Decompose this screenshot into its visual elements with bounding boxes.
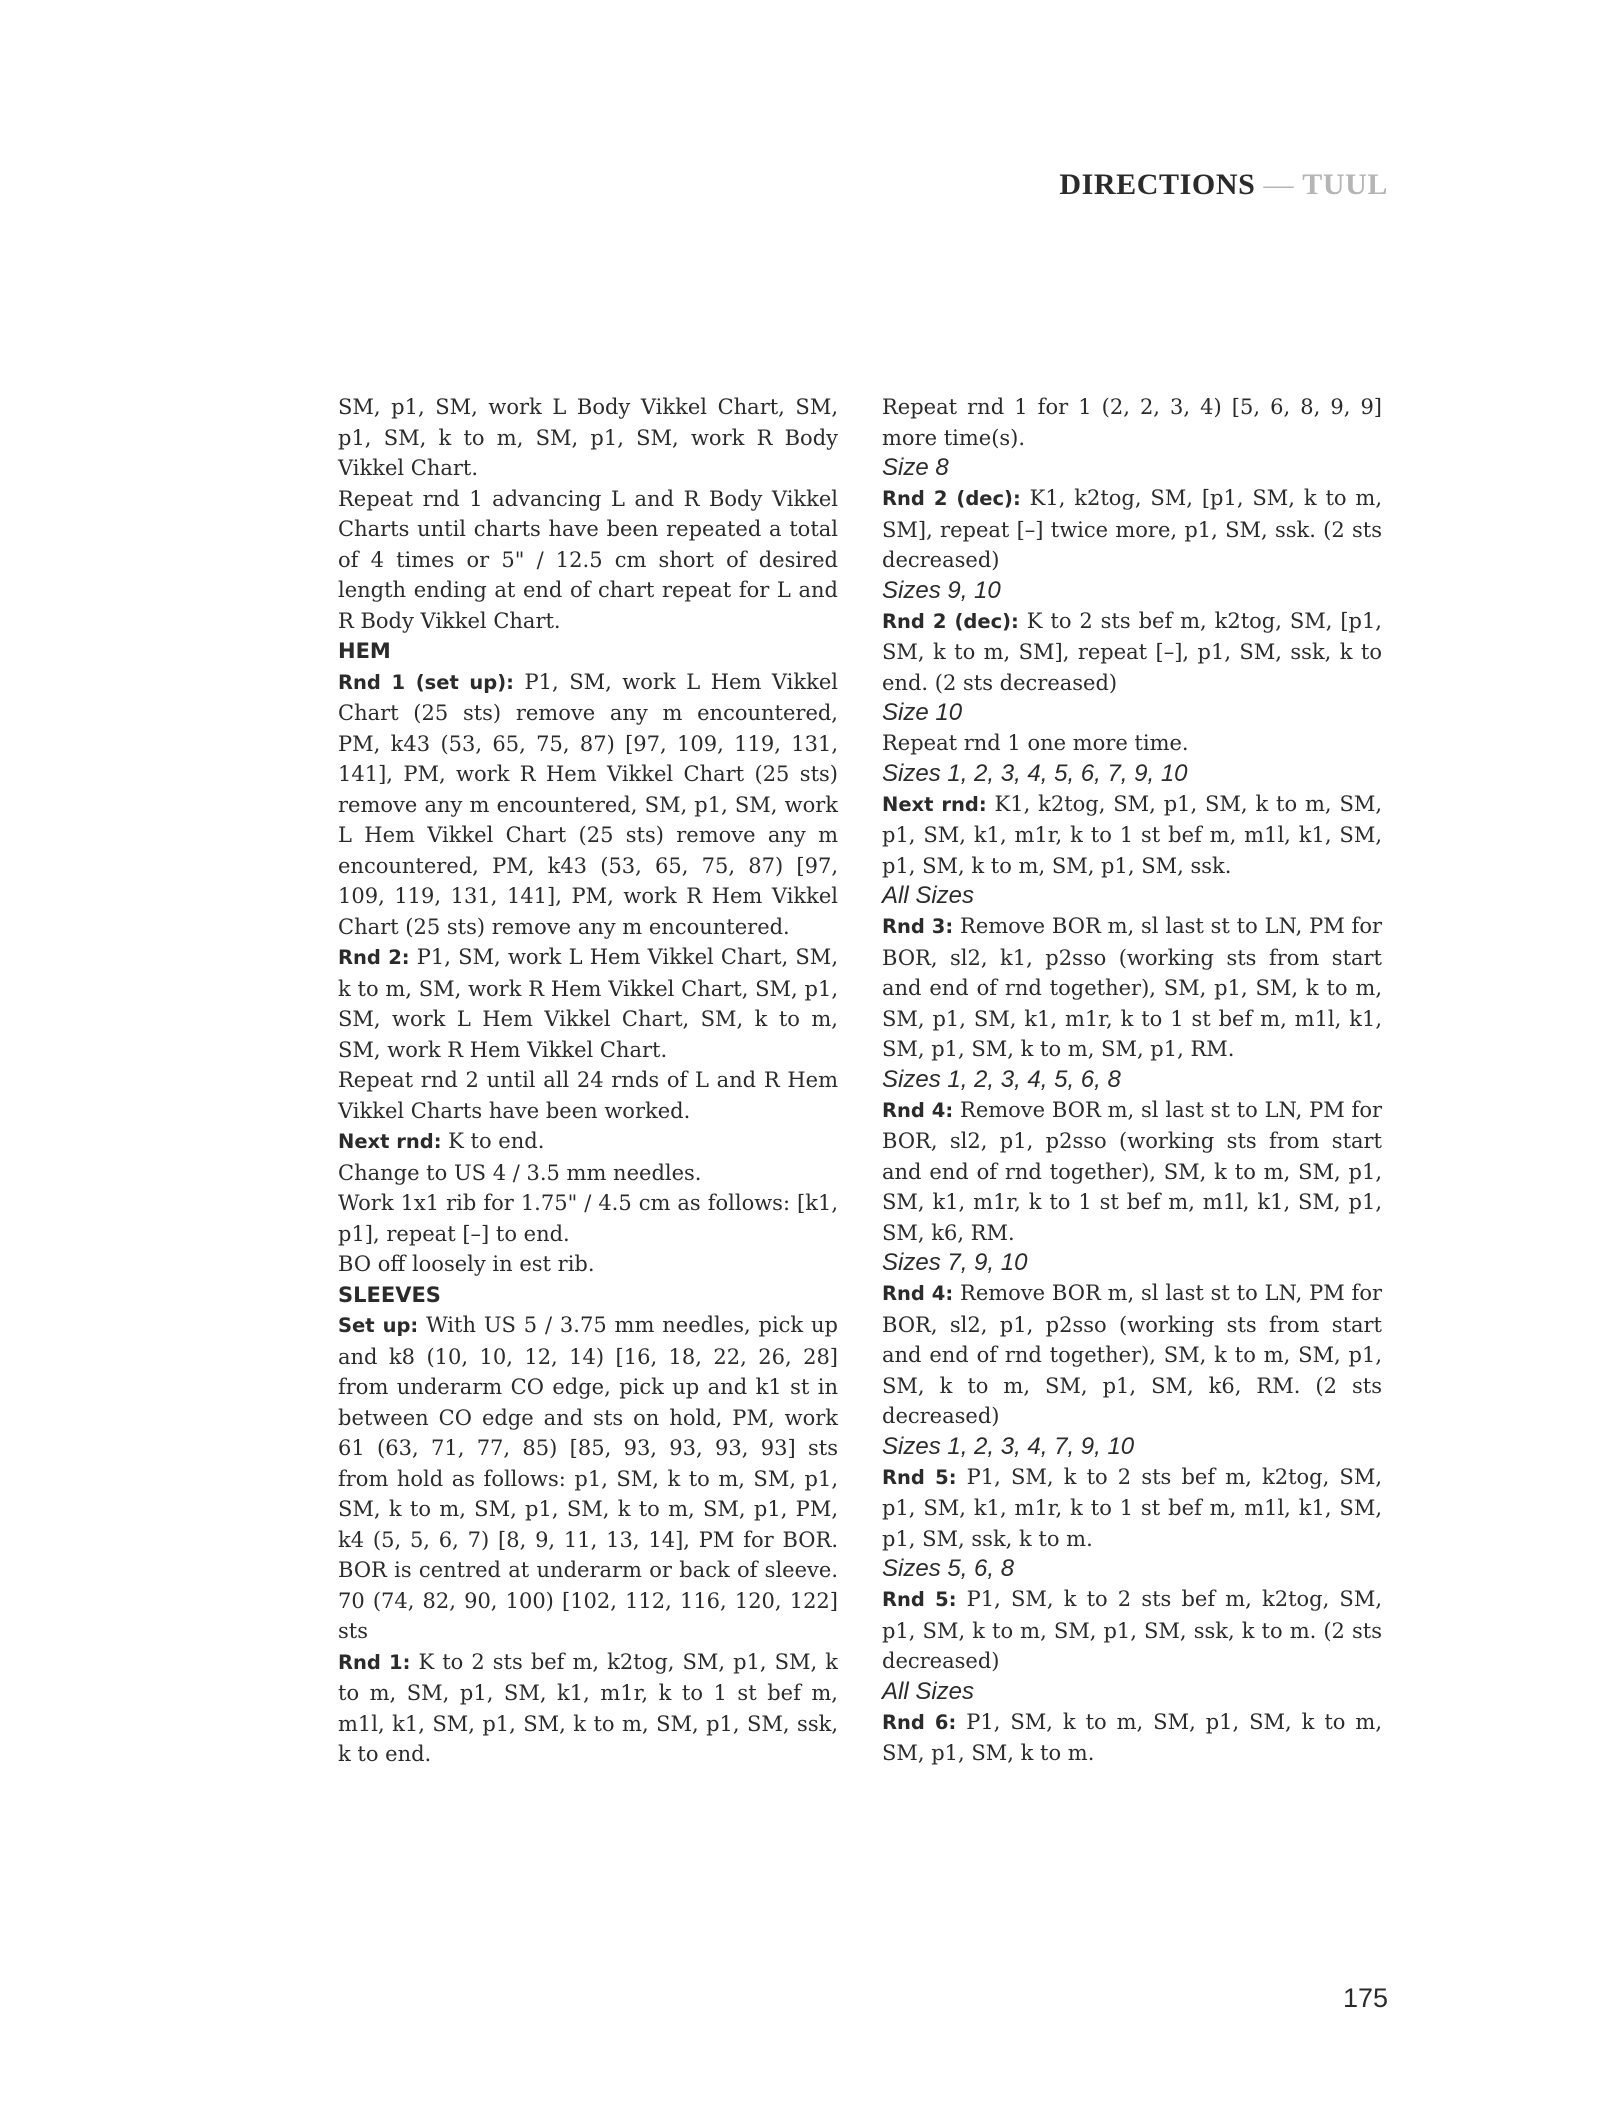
- section-heading-hem: HEM: [338, 639, 391, 663]
- size-heading: Sizes 9, 10: [882, 576, 1001, 604]
- size-heading: Sizes 1, 2, 3, 4, 5, 6, 7, 9, 10: [882, 759, 1188, 787]
- instruction-hem-rnd2: [338, 942, 838, 1065]
- round-label: Rnd 2 (dec):: [882, 609, 1019, 633]
- body-paragraph: Repeat rnd 2 until all 24 rnds of L and R Hem Vikkel Charts have been worked.: [338, 1068, 838, 1123]
- header-subtitle: TUUL: [1302, 168, 1388, 201]
- round-label: Next rnd:: [882, 792, 987, 816]
- round-label: Rnd 1:: [338, 1650, 411, 1674]
- instruction-sizes-group-e: [882, 1584, 1382, 1677]
- size-heading: Sizes 7, 9, 10: [882, 1249, 1028, 1276]
- round-text: P1, SM, k to m, SM, p1, SM, k to m, SM, p1, SM, k to m.: [882, 1709, 1382, 1765]
- size-heading: Sizes 1, 2, 3, 4, 7, 9, 10: [882, 1432, 1135, 1460]
- round-text: With US 5 / 3.75 mm needles, pick up and k8 (10, 10, 12, 14) [16, 18, 22, 26, 28] from underarm CO edge, pick up and k1 st in between CO edge and sts on hold, PM, work 61 (63, 71, 77, 85) [85, 93, 93, 93, 93] sts from hold as follows: p1, SM, k to m, SM, p1, SM, k to m, SM, p1, SM, k to m, SM, p1, PM, k4 (5, 5, 6, 7) [8, 9, 11, 13, 14], PM for BOR. BOR is centred at underarm or back of sleeve. 70 (74, 82, 90, 100) [102, 112, 116, 120, 122] sts: [338, 1313, 838, 1643]
- instruction-sizes-group-d: [882, 1462, 1382, 1555]
- body-paragraph: SM, p1, SM, work L Body Vikkel Chart, SM, p1, SM, k to m, SM, p1, SM, work R Body Vikkel Chart.: [338, 395, 838, 480]
- round-label: Next rnd:: [338, 1130, 442, 1153]
- round-label: Rnd 2:: [338, 946, 410, 969]
- instruction-all-sizes-rnd6: [882, 1707, 1382, 1769]
- instruction-sizes-group-a: [882, 789, 1382, 882]
- header-dash: —: [1263, 168, 1295, 201]
- size-heading: Sizes 5, 6, 8: [882, 1555, 1015, 1582]
- body-paragraph: BO off loosely in est rib.: [338, 1252, 595, 1276]
- size-heading: All Sizes: [882, 882, 975, 909]
- round-label: Rnd 4:: [882, 1098, 954, 1122]
- instruction-size-8: [882, 483, 1382, 576]
- round-label: Rnd 5:: [882, 1588, 957, 1611]
- section-heading-sleeves: SLEEVES: [338, 1282, 441, 1307]
- round-text: Remove BOR m, sl last st to LN, PM for BOR, sl2, p1, p2sso (working sts from start and end of rnd together), SM, k to m, SM, p1, SM, k to m, SM, p1, SM, k6, RM. (2 sts decreased): [882, 1281, 1382, 1428]
- round-text: P1, SM, k to 2 sts bef m, k2tog, SM, p1, SM, k1, m1r, k to 1 st bef m, m1l, k1, SM, p1, SM, ssk, k to m.: [882, 1464, 1382, 1551]
- instruction-sizes-group-c: [882, 1278, 1382, 1432]
- round-label: Rnd 2 (dec):: [882, 487, 1021, 510]
- round-text: P1, SM, k to 2 sts bef m, k2tog, SM, p1, SM, k to m, SM, p1, SM, ssk, k to m. (2 sts decreased): [882, 1587, 1382, 1673]
- round-label: Set up:: [338, 1314, 419, 1337]
- round-label: Rnd 1 (set up):: [338, 670, 514, 694]
- body-paragraph: Repeat rnd 1 for 1 (2, 2, 3, 4) [5, 6, 8, 9, 9] more time(s).: [882, 395, 1382, 450]
- size-heading: Sizes 1, 2, 3, 4, 5, 6, 8: [882, 1065, 1121, 1093]
- size-heading: Size 10: [882, 699, 963, 726]
- left-column: [338, 392, 838, 1770]
- round-text: K to end.: [441, 1129, 545, 1153]
- body-paragraph: Repeat rnd 1 one more time.: [882, 731, 1189, 755]
- instruction-sizes-group-b: [882, 1095, 1382, 1249]
- page-number: 175: [1342, 1983, 1388, 2013]
- round-text: Remove BOR m, sl last st to LN, PM for BOR, sl2, k1, p2sso (working sts from start and end of rnd together), SM, p1, SM, k to m, SM, p1, SM, k1, m1r, k to 1 st bef m, m1l, k1, SM, p1, SM, k to m, SM, p1, RM.: [882, 914, 1382, 1061]
- round-label: Rnd 6:: [882, 1710, 957, 1734]
- round-text: K1, k2tog, SM, [p1, SM, k to m, SM], repeat [–] twice more, p1, SM, ssk. (2 sts decreased): [882, 486, 1383, 572]
- round-label: Rnd 3:: [882, 915, 954, 938]
- instruction-hem-rnd1: [338, 667, 838, 943]
- body-paragraph: Repeat rnd 1 advancing L and R Body Vikkel Charts until charts have been repeated a total of 4 times or 5" / 12.5 cm short of desired length ending at end of chart repeat for L and R Body Vikkel Chart.: [338, 486, 838, 633]
- round-text: K1, k2tog, SM, p1, SM, k to m, SM, p1, SM, k1, m1r, k to 1 st bef m, m1l, k1, SM, p1, SM, k to m, SM, p1, SM, ssk.: [882, 791, 1383, 878]
- round-text: K to 2 sts bef m, k2tog, SM, p1, SM, k to m, SM, p1, SM, k1, m1r, k to 1 st bef m, m1l, k1, SM, p1, SM, k to m, SM, p1, SM, ssk, k to end.: [338, 1649, 839, 1766]
- body-paragraph: Change to US 4 / 3.5 mm needles.: [338, 1160, 702, 1185]
- instruction-sleeves-rnd1: [338, 1647, 838, 1770]
- round-label: Rnd 4:: [882, 1282, 954, 1305]
- body-paragraph: Work 1x1 rib for 1.75" / 4.5 cm as follows: [k1, p1], repeat [–] to end.: [338, 1191, 838, 1246]
- instruction-next-rnd: [338, 1126, 838, 1158]
- right-column: [882, 392, 1382, 1769]
- size-heading: Size 8: [882, 454, 949, 481]
- round-text: Remove BOR m, sl last st to LN, PM for BOR, sl2, p1, p2sso (working sts from start and end of rnd together), SM, k to m, SM, p1, SM, k1, m1r, k to 1 st bef m, m1l, k1, SM, p1, SM, k6, RM.: [882, 1097, 1382, 1245]
- page-header: [1059, 168, 1388, 202]
- instruction-sizes-9-10: [882, 606, 1382, 699]
- round-text: P1, SM, work L Hem Vikkel Chart, SM, k to m, SM, work R Hem Vikkel Chart, SM, p1, SM, work L Hem Vikkel Chart, SM, k to m, SM, work R Hem Vikkel Chart.: [338, 945, 838, 1062]
- round-text: P1, SM, work L Hem Vikkel Chart (25 sts) remove any m encountered, PM, k43 (53, 65, 75, 87) [97, 109, 119, 131, 141], PM, work R Hem Vikkel Chart (25 sts) remove any m encountered, SM, p1, SM, work L Hem Vikkel Chart (25 sts) remove any m encountered, PM, k43 (53, 65, 75, 87) [97, 109, 119, 131, 141], PM, work R Hem Vikkel Chart (25 sts) remove any m encountered.: [338, 669, 838, 939]
- round-text: K to 2 sts bef m, k2tog, SM, [p1, SM, k to m, SM], repeat [–], p1, SM, ssk, k to end. (2 sts decreased): [882, 608, 1382, 695]
- instruction-all-sizes-rnd3: [882, 911, 1382, 1065]
- instruction-sleeves-setup: [338, 1310, 838, 1647]
- round-label: Rnd 5:: [882, 1465, 957, 1489]
- header-title: DIRECTIONS: [1059, 168, 1256, 201]
- size-heading: All Sizes: [882, 1677, 975, 1705]
